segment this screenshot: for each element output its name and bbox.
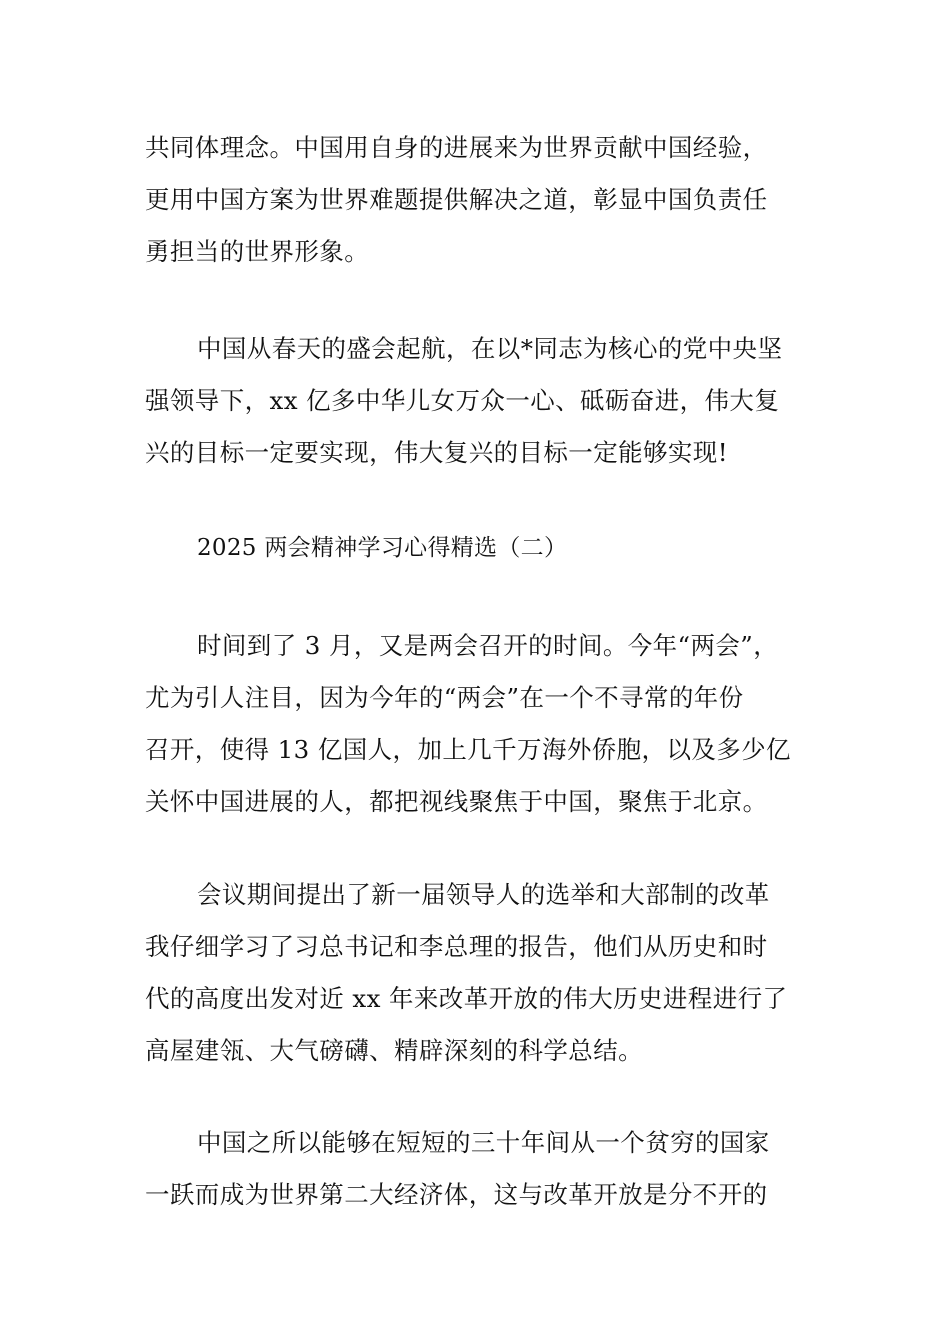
paragraph-line: 高屋建瓴、大气磅礴、精辟深刻的科学总结。 <box>145 1036 643 1065</box>
paragraph-line: 中国从春天的盛会起航，在以*同志为核心的党中央坚 <box>197 334 783 363</box>
paragraph-line: 兴的目标一定要实现，伟大复兴的目标一定能够实现! <box>145 438 728 467</box>
paragraph-line: 共同体理念。中国用自身的进展来为世界贡献中国经验， <box>145 133 768 162</box>
paragraph-1 <box>145 122 810 278</box>
paragraph-line: 召开，使得 13 亿国人，加上几千万海外侨胞，以及多少亿 <box>145 735 791 764</box>
paragraph-line: 关怀中国进展的人，都把视线聚焦于中国，聚焦于北京。 <box>145 787 768 816</box>
paragraph-2 <box>145 323 810 479</box>
paragraph-line: 更用中国方案为世界难题提供解决之道，彰显中国负责任 <box>145 185 768 214</box>
paragraph-line: 我仔细学习了习总书记和李总理的报告，他们从历史和时 <box>145 932 768 961</box>
paragraph-line: 时间到了 3 月，又是两会召开的时间。今年“两会”， <box>197 631 779 660</box>
paragraph-line: 勇担当的世界形象。 <box>145 237 370 266</box>
paragraph-5 <box>145 1117 810 1221</box>
section-heading <box>145 522 810 574</box>
paragraph-line: 尤为引人注目，因为今年的“两会”在一个不寻常的年份 <box>145 683 744 712</box>
paragraph-4 <box>145 869 810 1077</box>
paragraph-line: 强领导下，xx 亿多中华儿女万众一心、砥砺奋进，伟大复 <box>145 386 780 415</box>
paragraph-line: 代的高度出发对近 xx 年来改革开放的伟大历史进程进行了 <box>145 984 788 1013</box>
paragraph-line: 中国之所以能够在短短的三十年间从一个贫穷的国家 <box>197 1128 770 1157</box>
paragraph-line: 会议期间提出了新一届领导人的选举和大部制的改革 <box>197 880 770 909</box>
section-heading-text: 2025 两会精神学习心得精选（二） <box>197 535 568 561</box>
paragraph-line: 一跃而成为世界第二大经济体，这与改革开放是分不开的 <box>145 1180 768 1209</box>
paragraph-3 <box>145 620 810 828</box>
